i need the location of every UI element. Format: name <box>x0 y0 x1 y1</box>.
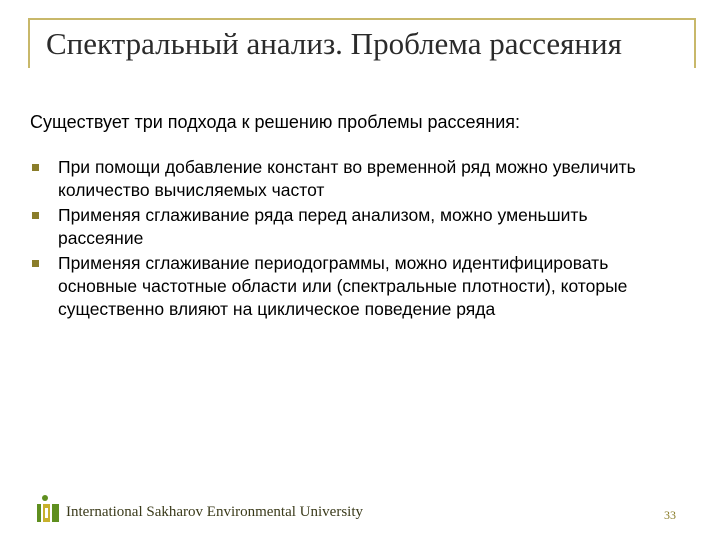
square-bullet-icon <box>32 260 39 267</box>
bullet-list <box>30 156 660 321</box>
slide-title: Спектральный анализ. Проблема рассеяния <box>46 26 622 61</box>
square-bullet-icon <box>32 212 39 219</box>
university-name: International Sakharov Environmental University <box>66 504 364 520</box>
university-logo-icon <box>36 494 60 524</box>
bullet-text: Применяя сглаживание ряда перед анализом, можно уменьшить рассеяние <box>58 205 588 248</box>
bullet-text: При помощи добавление констант во временной ряд можно увеличить количество вычисляемых частот <box>58 157 636 200</box>
intro-text: Существует три подхода к решению проблемы рассеяния: <box>30 112 521 132</box>
bullet-text: Применяя сглаживание периодограммы, можно идентифицировать основные частотные области или (спектральные плотности), которые существенно влияют на циклическое поведение ряда <box>58 253 628 319</box>
bullet-item <box>30 204 660 250</box>
page-number: 33 <box>664 508 676 522</box>
bullet-item <box>30 252 660 321</box>
square-bullet-icon <box>32 164 39 171</box>
bullet-item <box>30 156 660 202</box>
